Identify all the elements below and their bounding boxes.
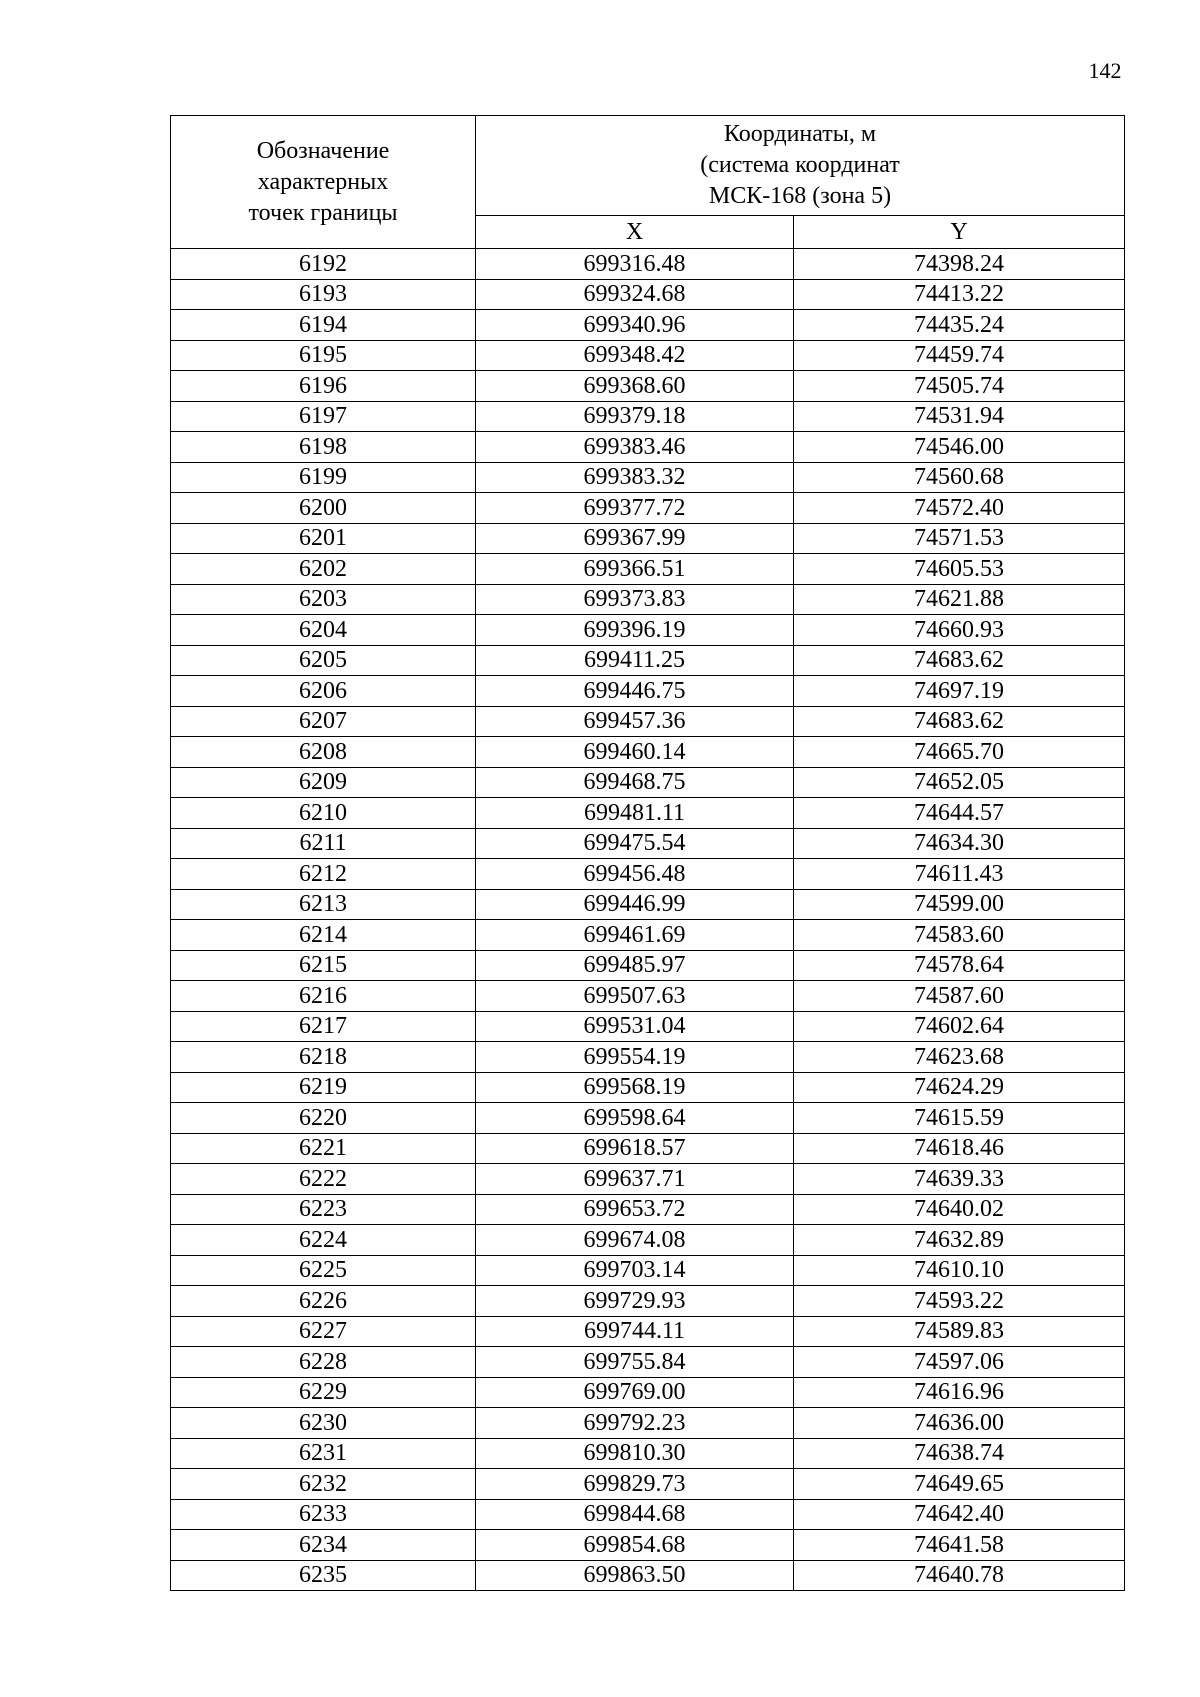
y-coordinate-cell: 74578.64: [794, 950, 1125, 981]
y-coordinate-cell: 74644.57: [794, 798, 1125, 829]
page-number: 142: [1088, 58, 1122, 83]
table-row: [171, 1469, 1125, 1500]
point-cell: 6212: [171, 859, 476, 890]
y-coordinate-cell: 74640.78: [794, 1560, 1125, 1591]
x-column-header: X: [476, 216, 794, 249]
x-coordinate-cell: 699411.25: [476, 645, 794, 676]
point-cell: 6204: [171, 615, 476, 646]
y-coordinate-cell: 74611.43: [794, 859, 1125, 890]
point-cell: 6219: [171, 1072, 476, 1103]
point-cell: 6197: [171, 401, 476, 432]
table-row: [171, 645, 1125, 676]
point-cell: 6208: [171, 737, 476, 768]
y-coordinate-cell: 74587.60: [794, 981, 1125, 1012]
point-cell: 6233: [171, 1499, 476, 1530]
y-coordinate-cell: 74589.83: [794, 1316, 1125, 1347]
coordinates-column-header-text: Координаты, м (система координат МСК-168 (зона 5): [700, 121, 900, 209]
x-coordinate-cell: 699653.72: [476, 1194, 794, 1225]
x-coordinate-cell: 699383.46: [476, 432, 794, 463]
table-row: [171, 1347, 1125, 1378]
y-coordinate-cell: 74639.33: [794, 1164, 1125, 1195]
point-cell: 6210: [171, 798, 476, 829]
y-coordinate-cell: 74624.29: [794, 1072, 1125, 1103]
table-body: [171, 249, 1125, 1591]
x-coordinate-cell: 699810.30: [476, 1438, 794, 1469]
table-row: [171, 1072, 1125, 1103]
y-coordinate-cell: 74641.58: [794, 1530, 1125, 1561]
point-cell: 6221: [171, 1133, 476, 1164]
x-coordinate-cell: 699475.54: [476, 828, 794, 859]
x-coordinate-cell: 699457.36: [476, 706, 794, 737]
point-cell: 6220: [171, 1103, 476, 1134]
x-coordinate-cell: 699854.68: [476, 1530, 794, 1561]
table-row: [171, 1530, 1125, 1561]
table-row: [171, 1438, 1125, 1469]
x-coordinate-cell: 699460.14: [476, 737, 794, 768]
x-coordinate-cell: 699637.71: [476, 1164, 794, 1195]
x-coordinate-cell: 699316.48: [476, 249, 794, 280]
y-coordinate-cell: 74642.40: [794, 1499, 1125, 1530]
table-row: [171, 340, 1125, 371]
y-coordinate-cell: 74638.74: [794, 1438, 1125, 1469]
y-coordinate-cell: 74665.70: [794, 737, 1125, 768]
point-cell: 6192: [171, 249, 476, 280]
x-coordinate-cell: 699531.04: [476, 1011, 794, 1042]
point-cell: 6206: [171, 676, 476, 707]
y-column-header: Y: [794, 216, 1125, 249]
x-coordinate-cell: 699568.19: [476, 1072, 794, 1103]
table-row: [171, 523, 1125, 554]
y-coordinate-cell: 74597.06: [794, 1347, 1125, 1378]
table-row: [171, 1560, 1125, 1591]
coordinates-column-header: [476, 116, 1125, 216]
x-coordinate-cell: 699744.11: [476, 1316, 794, 1347]
y-coordinate-cell: 74660.93: [794, 615, 1125, 646]
header-row-top: [171, 116, 1125, 216]
y-coordinate-cell: 74435.24: [794, 310, 1125, 341]
y-coordinate-cell: 74640.02: [794, 1194, 1125, 1225]
point-cell: 6199: [171, 462, 476, 493]
y-coordinate-cell: 74621.88: [794, 584, 1125, 615]
point-cell: 6235: [171, 1560, 476, 1591]
y-coordinate-cell: 74652.05: [794, 767, 1125, 798]
table-row: [171, 1194, 1125, 1225]
point-cell: 6216: [171, 981, 476, 1012]
x-coordinate-cell: 699769.00: [476, 1377, 794, 1408]
x-coordinate-cell: 699863.50: [476, 1560, 794, 1591]
table-row: [171, 584, 1125, 615]
point-cell: 6196: [171, 371, 476, 402]
x-coordinate-cell: 699396.19: [476, 615, 794, 646]
x-coordinate-cell: 699324.68: [476, 279, 794, 310]
table-row: [171, 859, 1125, 890]
x-coordinate-cell: 699446.99: [476, 889, 794, 920]
y-coordinate-cell: 74634.30: [794, 828, 1125, 859]
table-row: [171, 1042, 1125, 1073]
y-coordinate-cell: 74610.10: [794, 1255, 1125, 1286]
x-coordinate-cell: 699703.14: [476, 1255, 794, 1286]
y-coordinate-cell: 74618.46: [794, 1133, 1125, 1164]
table-row: [171, 401, 1125, 432]
table-row: [171, 1499, 1125, 1530]
y-coordinate-cell: 74593.22: [794, 1286, 1125, 1317]
table-row: [171, 279, 1125, 310]
y-coordinate-cell: 74632.89: [794, 1225, 1125, 1256]
table-row: [171, 798, 1125, 829]
point-cell: 6228: [171, 1347, 476, 1378]
table-row: [171, 1103, 1125, 1134]
table-row: [171, 706, 1125, 737]
x-coordinate-cell: 699729.93: [476, 1286, 794, 1317]
table-row: [171, 1225, 1125, 1256]
y-coordinate-cell: 74505.74: [794, 371, 1125, 402]
point-cell: 6231: [171, 1438, 476, 1469]
y-coordinate-cell: 74398.24: [794, 249, 1125, 280]
y-coordinate-cell: 74615.59: [794, 1103, 1125, 1134]
y-coordinate-cell: 74571.53: [794, 523, 1125, 554]
point-cell: 6194: [171, 310, 476, 341]
table-row: [171, 462, 1125, 493]
y-coordinate-cell: 74605.53: [794, 554, 1125, 585]
table-row: [171, 981, 1125, 1012]
table-row: [171, 371, 1125, 402]
x-coordinate-cell: 699507.63: [476, 981, 794, 1012]
point-cell: 6218: [171, 1042, 476, 1073]
y-coordinate-cell: 74602.64: [794, 1011, 1125, 1042]
point-column-header: [171, 116, 476, 249]
table-row: [171, 920, 1125, 951]
table-header: [171, 116, 1125, 249]
table-row: [171, 950, 1125, 981]
x-coordinate-cell: 699446.75: [476, 676, 794, 707]
x-coordinate-cell: 699461.69: [476, 920, 794, 951]
x-coordinate-cell: 699456.48: [476, 859, 794, 890]
y-coordinate-cell: 74413.22: [794, 279, 1125, 310]
point-column-header-text: Обозначение характерных точек границы: [248, 137, 398, 226]
point-cell: 6230: [171, 1408, 476, 1439]
x-coordinate-cell: 699348.42: [476, 340, 794, 371]
point-cell: 6203: [171, 584, 476, 615]
table-row: [171, 1408, 1125, 1439]
point-cell: 6213: [171, 889, 476, 920]
point-cell: 6201: [171, 523, 476, 554]
table-row: [171, 249, 1125, 280]
table-row: [171, 310, 1125, 341]
table-row: [171, 554, 1125, 585]
point-cell: 6198: [171, 432, 476, 463]
x-coordinate-cell: 699481.11: [476, 798, 794, 829]
table-row: [171, 1377, 1125, 1408]
y-coordinate-cell: 74636.00: [794, 1408, 1125, 1439]
point-cell: 6226: [171, 1286, 476, 1317]
x-coordinate-cell: 699366.51: [476, 554, 794, 585]
point-cell: 6193: [171, 279, 476, 310]
x-coordinate-cell: 699367.99: [476, 523, 794, 554]
table-row: [171, 1286, 1125, 1317]
x-coordinate-cell: 699377.72: [476, 493, 794, 524]
table-row: [171, 1255, 1125, 1286]
table-row: [171, 1316, 1125, 1347]
y-coordinate-cell: 74683.62: [794, 645, 1125, 676]
table-row: [171, 737, 1125, 768]
point-cell: 6207: [171, 706, 476, 737]
point-cell: 6222: [171, 1164, 476, 1195]
point-cell: 6217: [171, 1011, 476, 1042]
point-cell: 6215: [171, 950, 476, 981]
point-cell: 6202: [171, 554, 476, 585]
x-coordinate-cell: 699379.18: [476, 401, 794, 432]
table-row: [171, 1011, 1125, 1042]
y-coordinate-cell: 74583.60: [794, 920, 1125, 951]
point-cell: 6211: [171, 828, 476, 859]
x-coordinate-cell: 699554.19: [476, 1042, 794, 1073]
point-cell: 6223: [171, 1194, 476, 1225]
x-coordinate-cell: 699792.23: [476, 1408, 794, 1439]
table-row: [171, 828, 1125, 859]
y-coordinate-cell: 74616.96: [794, 1377, 1125, 1408]
point-cell: 6227: [171, 1316, 476, 1347]
y-coordinate-cell: 74697.19: [794, 676, 1125, 707]
point-cell: 6209: [171, 767, 476, 798]
coordinates-table: [170, 115, 1125, 1591]
table-row: [171, 676, 1125, 707]
point-cell: 6200: [171, 493, 476, 524]
x-coordinate-cell: 699844.68: [476, 1499, 794, 1530]
y-coordinate-cell: 74649.65: [794, 1469, 1125, 1500]
y-coordinate-cell: 74599.00: [794, 889, 1125, 920]
point-cell: 6234: [171, 1530, 476, 1561]
table-row: [171, 1164, 1125, 1195]
x-coordinate-cell: 699598.64: [476, 1103, 794, 1134]
point-cell: 6229: [171, 1377, 476, 1408]
point-cell: 6214: [171, 920, 476, 951]
point-cell: 6205: [171, 645, 476, 676]
y-coordinate-cell: 74459.74: [794, 340, 1125, 371]
table-row: [171, 767, 1125, 798]
point-cell: 6232: [171, 1469, 476, 1500]
x-coordinate-cell: 699674.08: [476, 1225, 794, 1256]
table-row: [171, 493, 1125, 524]
x-coordinate-cell: 699485.97: [476, 950, 794, 981]
x-coordinate-cell: 699340.96: [476, 310, 794, 341]
y-coordinate-cell: 74572.40: [794, 493, 1125, 524]
y-coordinate-cell: 74623.68: [794, 1042, 1125, 1073]
point-cell: 6195: [171, 340, 476, 371]
table-row: [171, 889, 1125, 920]
table-row: [171, 1133, 1125, 1164]
point-cell: 6224: [171, 1225, 476, 1256]
table-row: [171, 432, 1125, 463]
table-row: [171, 615, 1125, 646]
y-coordinate-cell: 74531.94: [794, 401, 1125, 432]
x-coordinate-cell: 699383.32: [476, 462, 794, 493]
y-coordinate-cell: 74560.68: [794, 462, 1125, 493]
y-coordinate-cell: 74683.62: [794, 706, 1125, 737]
point-cell: 6225: [171, 1255, 476, 1286]
x-coordinate-cell: 699755.84: [476, 1347, 794, 1378]
x-coordinate-cell: 699468.75: [476, 767, 794, 798]
x-coordinate-cell: 699829.73: [476, 1469, 794, 1500]
x-coordinate-cell: 699368.60: [476, 371, 794, 402]
x-coordinate-cell: 699373.83: [476, 584, 794, 615]
y-coordinate-cell: 74546.00: [794, 432, 1125, 463]
x-coordinate-cell: 699618.57: [476, 1133, 794, 1164]
